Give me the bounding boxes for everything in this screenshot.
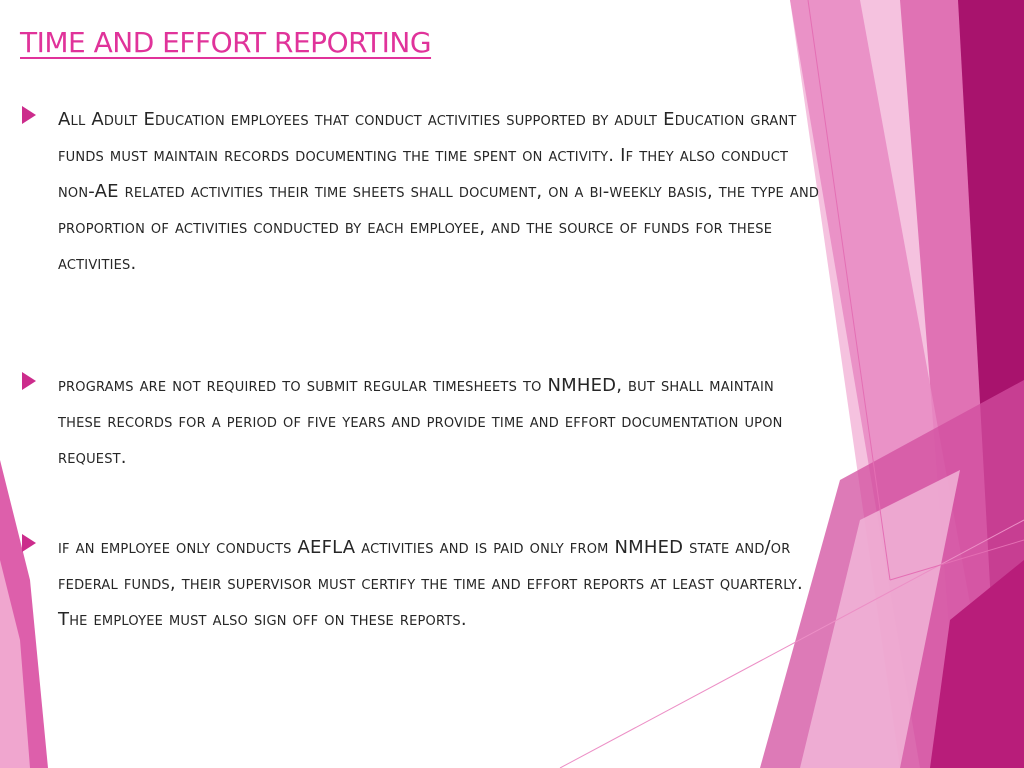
bullet-arrow-icon <box>22 534 36 552</box>
slide-title: TIME AND EFFORT REPORTING <box>20 26 432 59</box>
bullet-item <box>22 368 822 476</box>
bullet-item <box>22 102 822 282</box>
bullet-arrow-icon <box>22 106 36 124</box>
bullet-text: if an employee only conducts AEFLA activities and is paid only from NMHED state and/or federal funds, their supervisor must certify the time and effort reports at least quarterly. The employee must also sign off on these reports. <box>58 537 803 630</box>
bullet-text: programs are not required to submit regular timesheets to NMHED, but shall maintain these records for a period of five years and provide time and effort documentation upon request. <box>58 375 783 468</box>
bullet-arrow-icon <box>22 372 36 390</box>
bullet-text: All Adult Education employees that conduct activities supported by adult Education grant funds must maintain records documenting the time spent on activity. If they also conduct non-AE related activities their time sheets shall document, on a bi-weekly basis, the type and proportion of activities conducted by each employee, and the source of funds for these activities. <box>58 109 820 274</box>
bullet-item <box>22 530 822 638</box>
